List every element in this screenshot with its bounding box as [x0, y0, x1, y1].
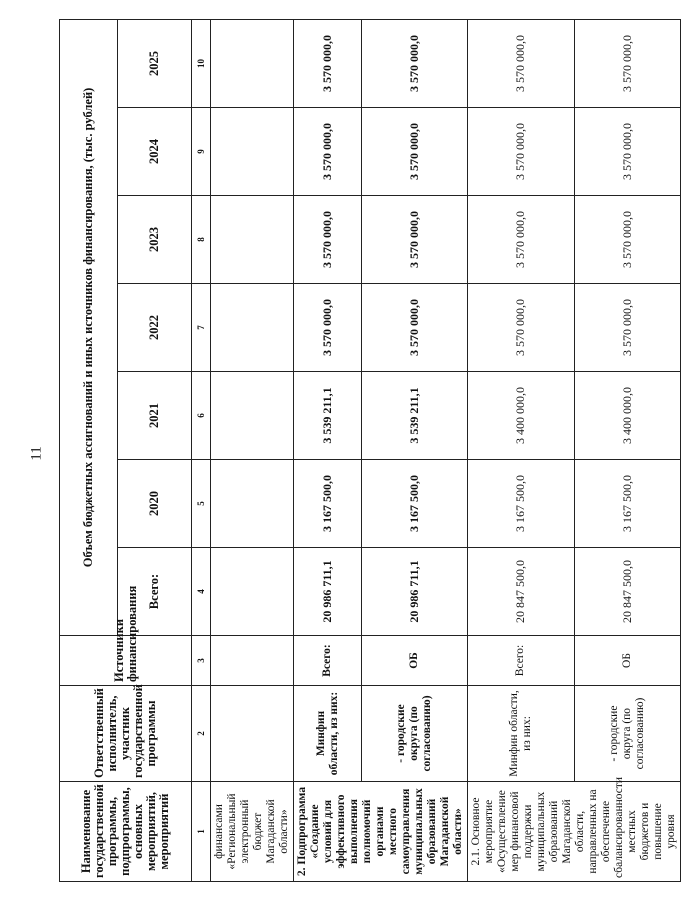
- row-source: Всего:: [294, 636, 362, 686]
- row-value: 3 570 000,0: [574, 196, 681, 284]
- column-number-row: [192, 19, 211, 881]
- row-responsible: - городские округа (по согласованию): [574, 686, 681, 782]
- row-value: 3 539 211,1: [362, 372, 468, 460]
- row-value: 3 570 000,0: [294, 108, 362, 196]
- header-year: 2025: [118, 19, 192, 107]
- column-number: 9: [192, 108, 211, 196]
- header-volume: Объем бюджетных ассигнований и иных источников финансирования, (тыс. рублей): [60, 19, 118, 635]
- column-number: 10: [192, 19, 211, 107]
- row-value: 3 570 000,0: [362, 196, 468, 284]
- row-value: 3 570 000,0: [362, 108, 468, 196]
- row-value: 3 167 500,0: [362, 460, 468, 548]
- row-responsible: - городские округа (по согласованию): [362, 686, 468, 782]
- row-value: 3 570 000,0: [574, 284, 681, 372]
- row-value: 3 167 500,0: [574, 460, 681, 548]
- row-value: [211, 108, 294, 196]
- row-value: [211, 548, 294, 636]
- row-value: 3 570 000,0: [362, 284, 468, 372]
- row-responsible: Минфин области, из них:: [468, 686, 575, 782]
- row-responsible: Минфин области, из них:: [294, 686, 362, 782]
- table-row: [574, 19, 681, 881]
- row-value: [211, 19, 294, 107]
- row-value: 3 570 000,0: [574, 108, 681, 196]
- column-number: 8: [192, 196, 211, 284]
- row-value: 3 570 000,0: [468, 284, 575, 372]
- table-row: [468, 19, 575, 881]
- row-value: 20 847 500,0: [468, 548, 575, 636]
- header-year: 2023: [118, 196, 192, 284]
- row-value: 3 570 000,0: [468, 19, 575, 107]
- header-year: 2024: [118, 108, 192, 196]
- header-responsible: Ответственный исполнитель, участник государственной программы: [60, 686, 192, 782]
- budget-table-container: [59, 20, 677, 882]
- column-number: 7: [192, 284, 211, 372]
- header-name: Наименование государственной программы, подпрограммы, основных мероприятий, мероприятий: [60, 782, 192, 882]
- row-name: 2.1. Основное мероприятие «Осуществление мер финансовой поддержки муниципальных образований Магаданской области, направленных на обеспечение сбалансированности местных бюджетов и повышение уровня: [468, 782, 681, 882]
- row-source: Всего:: [468, 636, 575, 686]
- row-value: [211, 196, 294, 284]
- column-number: 3: [192, 636, 211, 686]
- budget-table: [59, 19, 681, 882]
- row-value: 20 986 711,1: [294, 548, 362, 636]
- column-number: 1: [192, 782, 211, 882]
- row-value: 3 570 000,0: [294, 284, 362, 372]
- row-value: 3 570 000,0: [294, 19, 362, 107]
- table-row: [211, 19, 294, 881]
- row-name: 2. Подпрограмма «Создание условий для эффективного выполнения полномочий органами местного самоуправления муниципальных образований Магаданской области»: [294, 782, 468, 882]
- row-value: 3 400 000,0: [574, 372, 681, 460]
- row-value: 3 539 211,1: [294, 372, 362, 460]
- row-value: 3 167 500,0: [294, 460, 362, 548]
- column-number: 5: [192, 460, 211, 548]
- column-number: 6: [192, 372, 211, 460]
- row-source: [211, 636, 294, 686]
- header-year: 2022: [118, 284, 192, 372]
- row-value: [211, 372, 294, 460]
- row-value: 20 847 500,0: [574, 548, 681, 636]
- header-total: Всего:: [118, 548, 192, 636]
- row-value: 3 400 000,0: [468, 372, 575, 460]
- header-year: 2020: [118, 460, 192, 548]
- row-source: ОБ: [362, 636, 468, 686]
- column-number: 2: [192, 686, 211, 782]
- row-responsible: [211, 686, 294, 782]
- row-value: 20 986 711,1: [362, 548, 468, 636]
- table-row: [362, 19, 468, 881]
- header-year: 2021: [118, 372, 192, 460]
- row-name: финансами «Региональный электронный бюджет Магаданской области»: [211, 782, 294, 882]
- row-value: 3 570 000,0: [294, 196, 362, 284]
- page-number: 11: [28, 446, 45, 461]
- row-value: 3 570 000,0: [468, 108, 575, 196]
- row-value: [211, 460, 294, 548]
- row-value: 3 570 000,0: [468, 196, 575, 284]
- row-value: 3 570 000,0: [362, 19, 468, 107]
- column-number: 4: [192, 548, 211, 636]
- row-value: 3 570 000,0: [574, 19, 681, 107]
- table-row: [294, 19, 362, 881]
- row-source: ОБ: [574, 636, 681, 686]
- row-value: [211, 284, 294, 372]
- row-value: 3 167 500,0: [468, 460, 575, 548]
- header-sources: Источники финансирования: [60, 636, 192, 686]
